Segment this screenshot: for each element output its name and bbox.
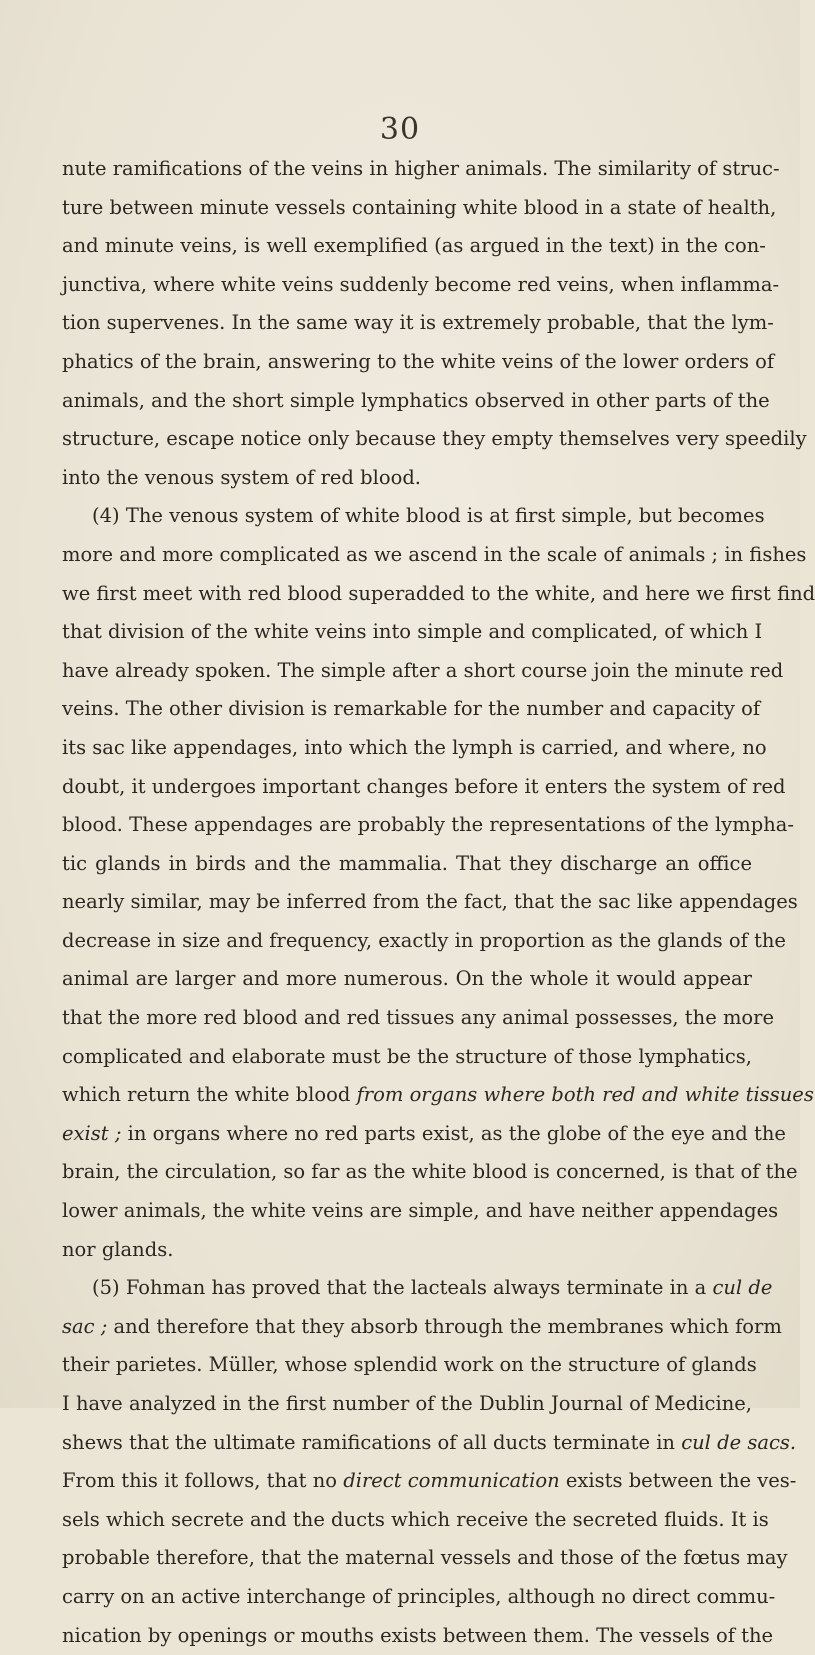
text-line: probable therefore, that the maternal vessels and those of the fœtus may: [62, 1546, 788, 1570]
text-line: that the more red blood and red tissues any animal possesses, the more: [62, 1006, 775, 1030]
text-line: junctiva, where white veins suddenly become red veins, when inflamma-: [62, 272, 780, 296]
italic-span: sac ;: [62, 1314, 108, 1338]
text-line: phatics of the brain, answering to the white veins of the lower orders of: [62, 349, 775, 373]
text-line: I have analyzed in the first number of the Dublin Journal of Medicine,: [62, 1392, 752, 1415]
text-line: have already spoken. The simple after a short course join the minute red: [62, 658, 784, 682]
italic-span: organs where both red and white tissues: [409, 1083, 814, 1107]
text-span: and therefore that they absorb through the membranes which form: [107, 1314, 782, 1338]
text-line-mixed: [62, 1308, 782, 1347]
text-line: its sac like appendages, into which the lymph is carried, and where, no: [62, 735, 767, 759]
text-line: decrease in size and frequency, exactly in proportion as the glands of the: [62, 928, 786, 952]
paragraph-5-start: [62, 1269, 773, 1308]
text-line: nor glands.: [62, 1237, 174, 1261]
text-line: doubt, it undergoes important changes before it enters the system of red: [62, 774, 786, 798]
text-line-mixed: [62, 1076, 814, 1115]
italic-span: from: [356, 1083, 404, 1107]
text-line: carry on an active interchange of principles, although no direct commu-: [62, 1584, 776, 1608]
italic-span: cul de sacs.: [681, 1430, 797, 1454]
text-line: more and more complicated as we ascend in the scale of animals ; in fishes: [62, 542, 807, 566]
text-line: their parietes. Müller, whose splendid work on the structure of glands: [62, 1353, 757, 1377]
text-line: nearly similar, may be inferred from the fact, that the sac like appendages: [62, 890, 798, 914]
text-line: structure, escape notice only because they empty themselves very speedily: [62, 427, 807, 451]
text-span: exists between the ves-: [559, 1469, 797, 1493]
text-line: ture between minute vessels containing white blood in a state of health,: [62, 195, 777, 219]
body-text: [62, 150, 815, 1655]
text-span: which return the white blood: [62, 1083, 357, 1107]
text-span: From this it follows, that no: [62, 1469, 344, 1493]
italic-span: cul de: [712, 1276, 773, 1300]
text-line: we first meet with red blood superadded to the white, and here we first find: [62, 581, 815, 605]
page-number: 30: [379, 112, 421, 147]
text-line: lower animals, the white veins are simple, and have neither appendages: [62, 1199, 779, 1223]
text-line: that division of the white veins into simple and complicated, of which I: [62, 620, 763, 644]
text-line: nication by openings or mouths exists between them. The vessels of the: [62, 1623, 774, 1647]
text-line: brain, the circulation, so far as the white blood is concerned, is that of the: [62, 1160, 798, 1184]
italic-span: exist ;: [62, 1121, 122, 1145]
text-line-mixed: [62, 1424, 797, 1463]
text-line: veins. The other division is remarkable for the number and capacity of: [62, 697, 761, 721]
text-line-mixed: [62, 1115, 786, 1154]
text-line: blood. These appendages are probably the representations of the lympha-: [62, 813, 795, 837]
text-span: (5) Fohman has proved that the lacteals always terminate in a: [92, 1276, 713, 1300]
text-line: animals, and the short simple lymphatics observed in other parts of the: [62, 388, 770, 412]
text-line: nute ramifications of the veins in higher animals. The similarity of struc-: [62, 157, 780, 180]
italic-span: direct communication: [343, 1469, 560, 1493]
text-line: sels which secrete and the ducts which receive the secreted fluids. It is: [62, 1507, 769, 1531]
text-span: in organs where no red parts exist, as the globe of the eye and the: [121, 1121, 786, 1145]
text-line: and minute veins, is well exemplified (as argued in the text) in the con-: [62, 234, 766, 258]
text-line-mixed: [62, 1462, 797, 1501]
text-line: tic glands in birds and the mammalia. That they discharge an office: [62, 851, 752, 875]
paragraph-4-start: (4) The venous system of white blood is at first simple, but becomes: [92, 504, 765, 528]
text-span: shews that the ultimate ramifications of all ducts terminate in: [62, 1430, 682, 1454]
text-line: complicated and elaborate must be the structure of those lymphatics,: [62, 1044, 752, 1068]
text-line: tion supervenes. In the same way it is extremely probable, that the lym-: [62, 311, 774, 335]
text-line: animal are larger and more numerous. On the whole it would appear: [62, 967, 752, 991]
text-line: into the venous system of red blood.: [62, 465, 421, 489]
